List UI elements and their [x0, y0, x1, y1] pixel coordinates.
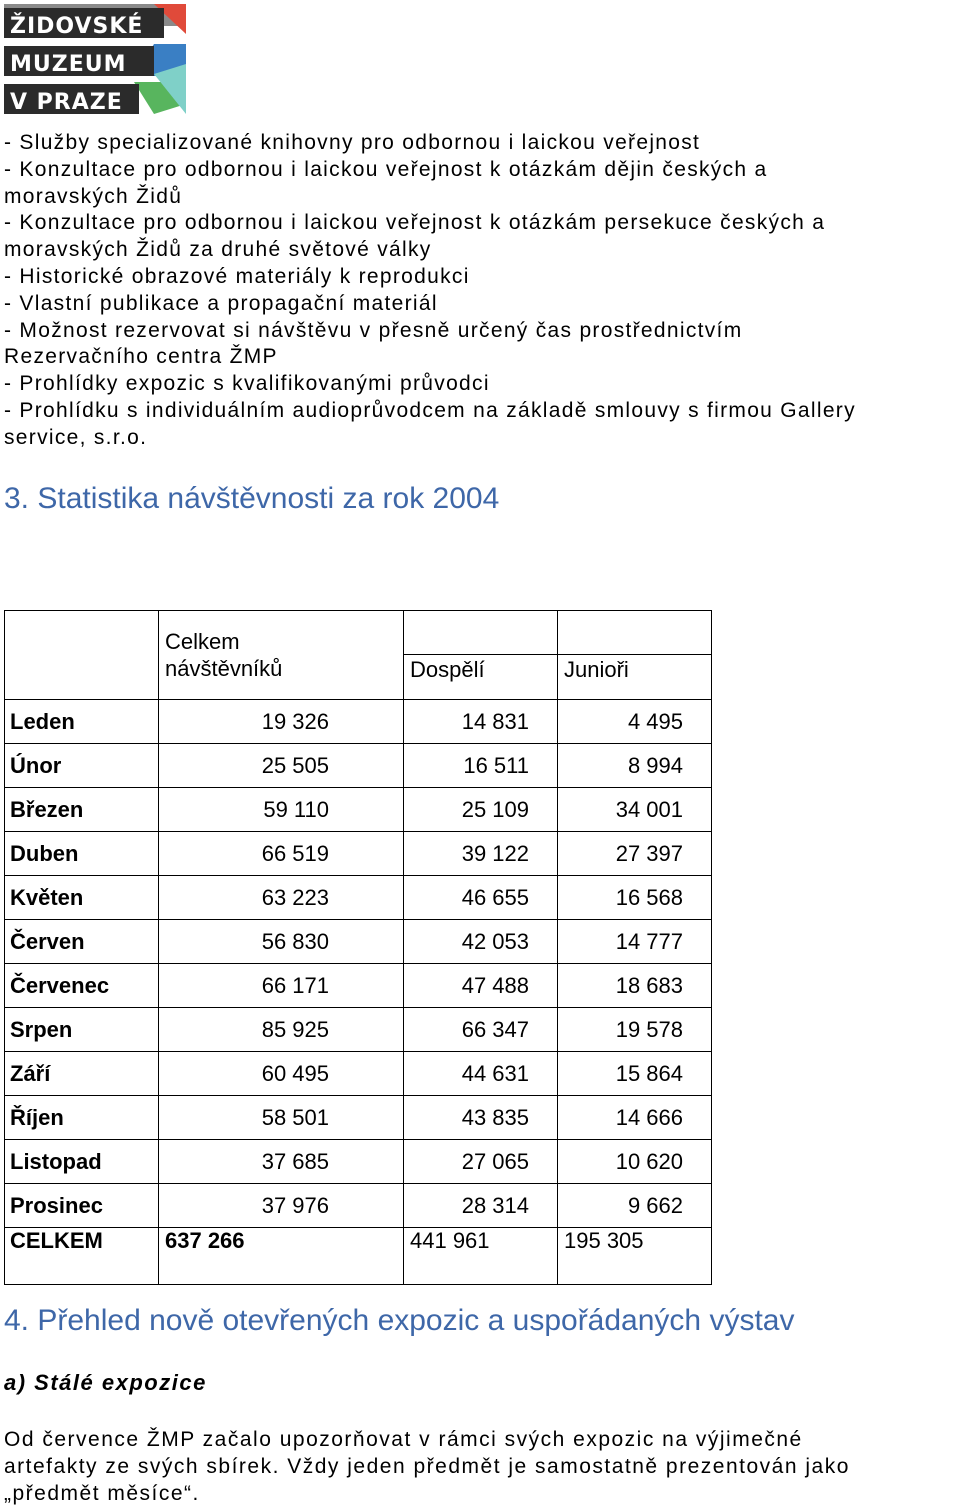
header-adults: Dospělí	[410, 657, 485, 682]
adults-cell: 14 831	[404, 700, 558, 744]
section-4-heading: 4. Přehled nově otevřených expozic a uspořádaných výstav	[4, 1304, 795, 1337]
table-header-row	[5, 611, 712, 700]
table-row	[5, 1096, 712, 1140]
total-cell: 58 501	[159, 1096, 404, 1140]
adults-cell: 39 122	[404, 832, 558, 876]
services-line: service, s.r.o.	[4, 425, 148, 449]
month-cell: Leden	[5, 700, 159, 744]
services-line: - Konzultace pro odbornou i laickou veřejnost k otázkám persekuce českých a	[4, 211, 826, 235]
month-cell: Říjen	[5, 1096, 159, 1140]
header-juniors: Junioři	[564, 657, 629, 682]
juniors-cell: 14 777	[558, 920, 712, 964]
juniors-cell: 15 864	[558, 1052, 712, 1096]
month-cell: Červenec	[5, 964, 159, 1008]
month-cell: Březen	[5, 788, 159, 832]
header-total	[159, 611, 404, 700]
month-cell: Listopad	[5, 1140, 159, 1184]
juniors-cell: 27 397	[558, 832, 712, 876]
total-cell: 19 326	[159, 700, 404, 744]
month-cell: Duben	[5, 832, 159, 876]
juniors-cell: 8 994	[558, 744, 712, 788]
services-line: Rezervačního centra ŽMP	[4, 345, 278, 369]
month-cell: Červen	[5, 920, 159, 964]
adults-cell: 441 961	[404, 1228, 558, 1285]
table-total-row	[5, 1228, 712, 1285]
adults-cell: 47 488	[404, 964, 558, 1008]
museum-logo	[4, 4, 186, 114]
table-row	[5, 1008, 712, 1052]
adults-cell: 66 347	[404, 1008, 558, 1052]
juniors-cell: 10 620	[558, 1140, 712, 1184]
services-line: moravských Židů za druhé světové války	[4, 238, 432, 262]
total-cell: 56 830	[159, 920, 404, 964]
logo-line-3: V PRAZE	[10, 90, 123, 114]
exhibits-paragraph	[4, 1427, 960, 1507]
total-cell: 85 925	[159, 1008, 404, 1052]
adults-cell: 46 655	[404, 876, 558, 920]
adults-cell: 27 065	[404, 1140, 558, 1184]
paragraph-line: Od července ŽMP začalo upozorňovat v rámci svých expozic na výjimečné	[4, 1428, 803, 1451]
adults-cell: 44 631	[404, 1052, 558, 1096]
total-cell: 25 505	[159, 744, 404, 788]
total-cell: 37 976	[159, 1184, 404, 1228]
juniors-cell: 19 578	[558, 1008, 712, 1052]
month-cell: Srpen	[5, 1008, 159, 1052]
adults-cell: 42 053	[404, 920, 558, 964]
adults-cell: 16 511	[404, 744, 558, 788]
paragraph-line: artefakty ze svých sbírek. Vždy jeden předmět je samostatně prezentován jako	[4, 1454, 850, 1478]
total-cell: 60 495	[159, 1052, 404, 1096]
services-line: - Prohlídku s individuálním audioprůvodcem na základě smlouvy s firmou Gallery	[4, 398, 856, 422]
total-cell: 37 685	[159, 1140, 404, 1184]
adults-cell: 28 314	[404, 1184, 558, 1228]
adults-cell: 43 835	[404, 1096, 558, 1140]
table-row	[5, 700, 712, 744]
services-line: - Služby specializované knihovny pro odbornou i laickou veřejnost	[4, 131, 701, 154]
juniors-cell: 16 568	[558, 876, 712, 920]
services-line: - Prohlídky expozic s kvalifikovanými průvodci	[4, 372, 490, 396]
table-row	[5, 920, 712, 964]
section-3-heading: 3. Statistika návštěvnosti za rok 2004	[4, 482, 500, 515]
juniors-cell: 195 305	[558, 1228, 712, 1285]
month-cell: Září	[5, 1052, 159, 1096]
table-row	[5, 876, 712, 920]
services-line: - Vlastní publikace a propagační materiál	[4, 291, 438, 315]
juniors-cell: 14 666	[558, 1096, 712, 1140]
logo-line-2: MUZEUM	[10, 52, 127, 77]
table-row	[5, 744, 712, 788]
table-row	[5, 1140, 712, 1184]
table-row	[5, 964, 712, 1008]
juniors-cell: 9 662	[558, 1184, 712, 1228]
juniors-cell: 18 683	[558, 964, 712, 1008]
juniors-cell: 34 001	[558, 788, 712, 832]
table-row	[5, 788, 712, 832]
adults-cell: 25 109	[404, 788, 558, 832]
section-4a-heading: a) Stálé expozice	[4, 1370, 207, 1395]
header-total-line1: Celkem	[165, 629, 240, 654]
logo-line-1: ŽIDOVSKÉ	[10, 14, 144, 39]
month-cell: Květen	[5, 876, 159, 920]
total-cell: 637 266	[159, 1228, 404, 1285]
total-cell: 59 110	[159, 788, 404, 832]
table-row	[5, 1052, 712, 1096]
total-cell: 66 171	[159, 964, 404, 1008]
paragraph-line: „předmět měsíce“.	[4, 1481, 200, 1505]
visitor-statistics-table	[4, 610, 712, 1285]
juniors-cell: 4 495	[558, 700, 712, 744]
total-cell: 66 519	[159, 832, 404, 876]
services-list	[4, 130, 960, 452]
month-cell: Prosinec	[5, 1184, 159, 1228]
header-total-line2: návštěvníků	[165, 656, 283, 681]
services-line: - Historické obrazové materiály k reprodukci	[4, 264, 470, 288]
table-row	[5, 832, 712, 876]
table-row	[5, 1184, 712, 1228]
month-cell: CELKEM	[5, 1228, 159, 1285]
total-cell: 63 223	[159, 876, 404, 920]
services-line: moravských Židů	[4, 184, 183, 208]
services-line: - Možnost rezervovat si návštěvu v přesně určený čas prostřednictvím	[4, 318, 743, 342]
services-line: - Konzultace pro odbornou i laickou veřejnost k otázkám dějin českých a	[4, 157, 768, 181]
month-cell: Únor	[5, 744, 159, 788]
